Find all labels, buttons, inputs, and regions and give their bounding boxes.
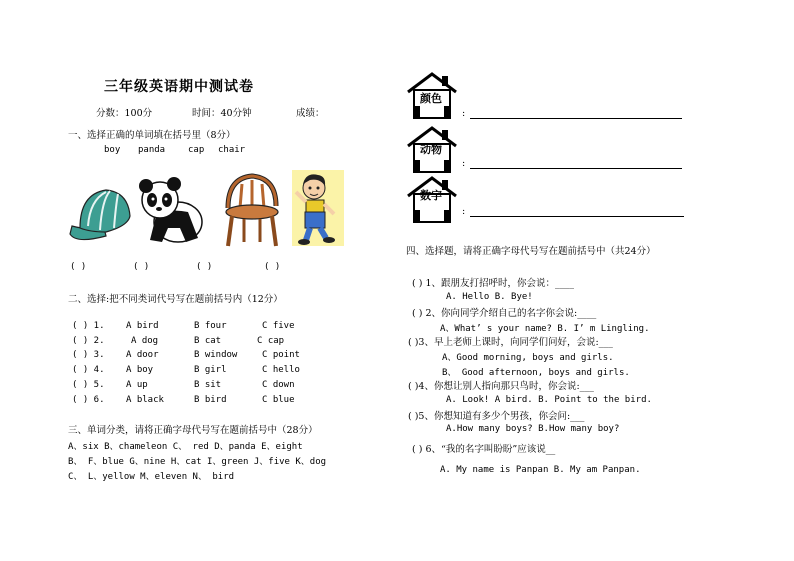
s2-row1-num: ( ) 1. bbox=[72, 321, 105, 331]
s2-row3-a: A door bbox=[126, 350, 159, 360]
blank-3[interactable]: ( ) bbox=[196, 262, 213, 272]
s2-row3-b: B window bbox=[194, 350, 238, 360]
s4-q4: ( )4、你想让别人指向那只鸟时，你会说:___ bbox=[408, 381, 594, 392]
word-panda: panda bbox=[138, 145, 166, 155]
s2-row2-b: B cat bbox=[194, 336, 222, 346]
word-boy: boy bbox=[104, 145, 121, 155]
s3-line3: C、 L、yellow M、eleven N、 bird bbox=[68, 472, 235, 482]
s4-q3: ( )3、早上老师上课时，向同学们问好，会说:___ bbox=[408, 337, 613, 348]
s2-row6-b: B bird bbox=[194, 395, 227, 405]
answer-line-numbers[interactable] bbox=[470, 216, 684, 217]
s4-q1-options: A. Hello B. Bye! bbox=[446, 292, 533, 302]
s4-q3-option-a: A、Good morning, boys and girls. bbox=[442, 353, 614, 363]
word-chair: chair bbox=[218, 145, 246, 155]
blank-2[interactable]: ( ) bbox=[133, 262, 150, 272]
s2-row2-c: C cap bbox=[257, 336, 285, 346]
time-label: 时间：40分钟 bbox=[192, 108, 252, 119]
result-label: 成绩： bbox=[296, 108, 325, 119]
answer-line-animals[interactable] bbox=[470, 168, 682, 169]
section2-heading: 二、选择:把不同类词代号写在题前括号内（12分） bbox=[68, 294, 283, 305]
section3-heading: 三、单词分类，请将正确字母代号写在题前括号中（28分） bbox=[68, 425, 318, 436]
s4-q2-options: A、What’ s your name? B. I’ m Lingling. bbox=[440, 324, 650, 334]
s2-row6-num: ( ) 6. bbox=[72, 395, 105, 405]
house-colon-2: : bbox=[462, 158, 466, 169]
s2-row4-a: A boy bbox=[126, 365, 154, 375]
s3-line2: B、 F、blue G、nine H、cat I、green J、five K、dog bbox=[68, 457, 327, 467]
section1-heading: 一、选择正确的单词填在括号里（8分） bbox=[68, 130, 236, 141]
section4-heading: 四、选择题，请将正确字母代号写在题前括号中（共24分） bbox=[406, 246, 656, 257]
s4-q3-option-b: B、 Good afternoon, boys and girls. bbox=[442, 368, 630, 378]
s4-q5-options: A.How many boys? B.How many boy? bbox=[446, 424, 620, 434]
s2-row5-b: B sit bbox=[194, 380, 222, 390]
s2-row4-c: C hello bbox=[262, 365, 300, 375]
s2-row2-num: ( ) 2. bbox=[72, 336, 105, 346]
panda-image bbox=[138, 178, 204, 246]
house-label-animals: 动物 bbox=[420, 143, 442, 156]
s2-row4-num: ( ) 4. bbox=[72, 365, 105, 375]
s2-row1-c: C five bbox=[262, 321, 295, 331]
s2-row6-a: A black bbox=[126, 395, 164, 405]
s2-row3-c: C point bbox=[262, 350, 300, 360]
score-label: 分数：100分 bbox=[96, 108, 153, 119]
s2-row5-num: ( ) 5. bbox=[72, 380, 105, 390]
chair-image bbox=[222, 174, 280, 248]
house-label-colors: 颜色 bbox=[420, 92, 442, 105]
s4-q4-options: A. Look! A bird. B. Point to the bird. bbox=[446, 395, 652, 405]
blank-1[interactable]: ( ) bbox=[70, 262, 87, 272]
blank-4[interactable]: ( ) bbox=[264, 262, 281, 272]
s2-row6-c: C blue bbox=[262, 395, 295, 405]
s2-row1-a: A bird bbox=[126, 321, 159, 331]
house-label-numbers: 数字 bbox=[420, 189, 442, 202]
s2-row5-a: A up bbox=[126, 380, 148, 390]
house-colon-1: : bbox=[462, 108, 466, 119]
s2-row1-b: B four bbox=[194, 321, 227, 331]
cap-image bbox=[66, 186, 132, 246]
s4-q6: ( ) 6、“我的名字叫盼盼”应该说__ bbox=[412, 444, 556, 455]
s3-line1: A、six B、chameleon C、 red D、panda E、eight bbox=[68, 442, 303, 452]
s2-row2-a: A dog bbox=[131, 336, 159, 346]
s4-q5: ( )5、你想知道有多少个男孩，你会问:___ bbox=[408, 411, 585, 422]
s2-row4-b: B girl bbox=[194, 365, 227, 375]
s2-row3-num: ( ) 3. bbox=[72, 350, 105, 360]
boy-image bbox=[292, 170, 344, 246]
s4-q2: ( ) 2、你向同学介绍自己的名字你会说:____ bbox=[412, 308, 597, 319]
word-cap: cap bbox=[188, 145, 205, 155]
s2-row5-c: C down bbox=[262, 380, 295, 390]
exam-title: 三年级英语期中测试卷 bbox=[104, 79, 254, 95]
house-colon-3: : bbox=[462, 206, 466, 217]
answer-line-colors[interactable] bbox=[470, 118, 682, 119]
s4-q1: ( ) 1、跟朋友打招呼时，你会说：____ bbox=[412, 278, 574, 289]
s4-q6-options: A. My name is Panpan B. My am Panpan. bbox=[440, 465, 641, 475]
